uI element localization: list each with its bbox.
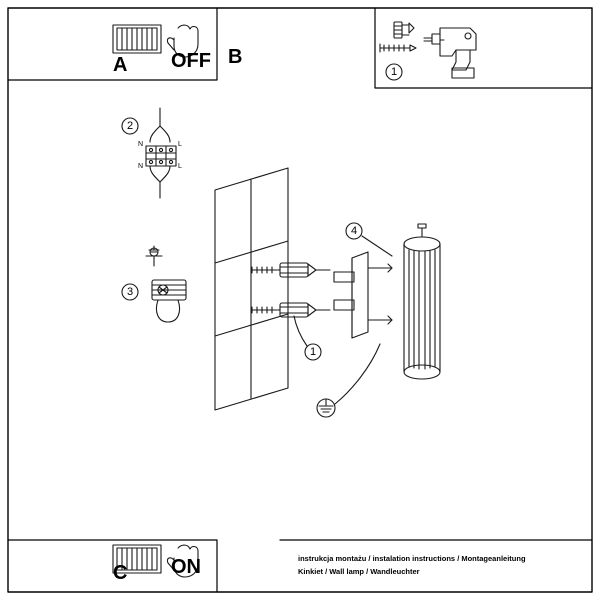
terminal-label-l-top: L [178,141,182,148]
step-1-anchor-callout [294,316,321,360]
section-label-b: B [228,46,243,68]
step-number-1-drill: 1 [391,66,398,78]
page-border [8,8,592,592]
section-label-c: C [113,562,128,584]
light-bulb-icon [146,248,186,322]
footer-line-2: Kinkiet / Wall lamp / Wandleuchter [298,567,420,576]
anchor-screw-upper [252,263,330,277]
footer-line-1: instrukcja montażu / instalation instructions / Montageanleitung [298,554,526,563]
step-number-4: 4 [351,225,358,237]
step-number-1-anchor: 1 [310,346,317,358]
anchor-and-screw-icon [380,22,416,52]
power-drill-icon [424,28,476,78]
terminal-block-icon [146,108,176,198]
section-label-a: A [113,54,128,76]
step-number-2: 2 [127,120,134,132]
switch-on-label: ON [171,556,201,578]
tiled-wall-icon [215,168,288,410]
anchor-screw-lower [252,303,330,317]
cylindrical-wall-lamp-icon [404,224,440,379]
step-number-3: 3 [127,286,134,298]
terminal-label-l-bottom: L [178,163,182,170]
terminal-label-n-bottom: N [138,163,144,170]
terminal-label-n-top: N [138,141,144,148]
switch-off-label: OFF [171,50,211,72]
mounting-bracket-icon [334,252,392,338]
earth-ground-icon [317,344,380,417]
